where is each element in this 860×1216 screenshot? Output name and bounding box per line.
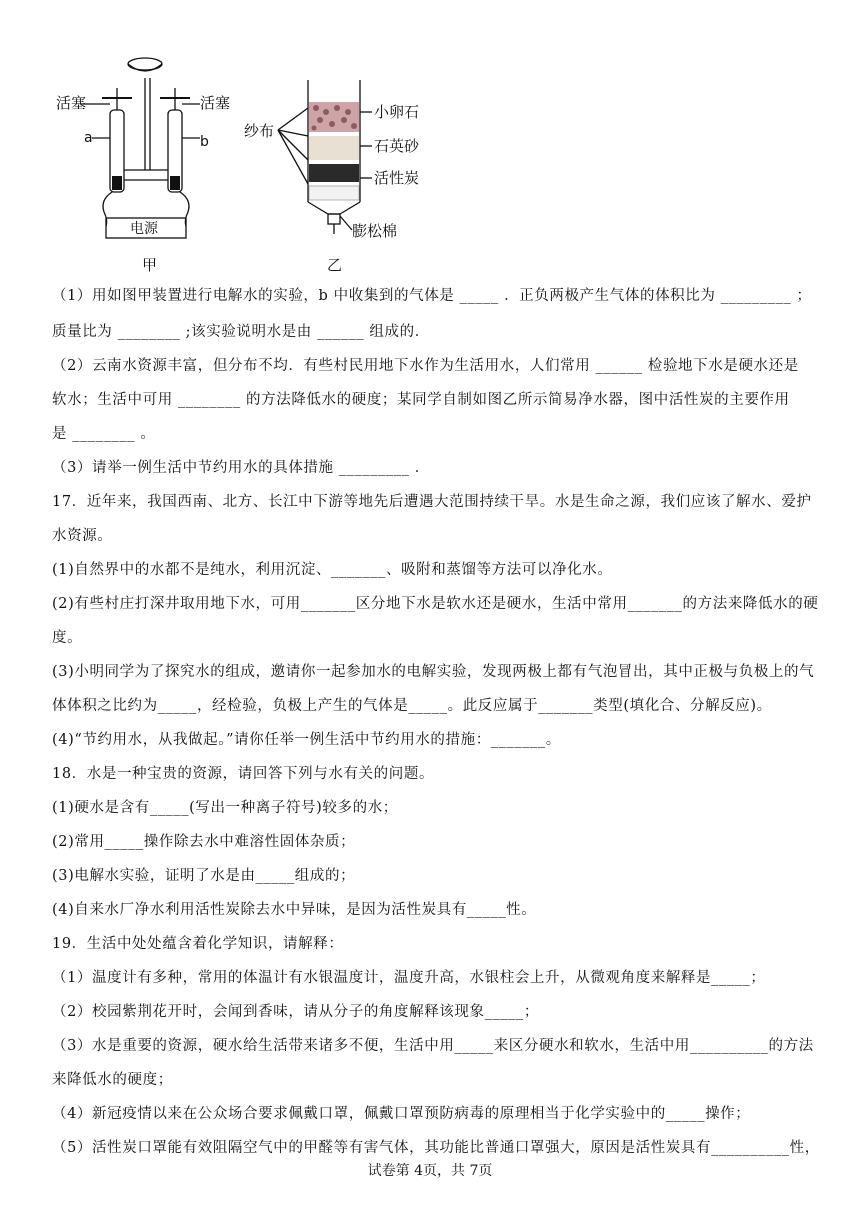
left-valve-label: 活塞 [56,94,87,112]
text-line: 水资源。 [52,528,113,544]
text-line: 是 ________ 。 [52,426,156,442]
right-valve-label: 活塞 [200,94,231,112]
text-line: (4)“节约用水，从我做起。”请你任举一例生活中节约用水的措施：_______。 [52,732,561,748]
text-line: 19．生活中处处蕴含着化学知识，请解释： [52,936,344,952]
tube-a-label: a [84,130,93,146]
text-line: （2）云南水资源丰富，但分布不均．有些村民用地下水作为生活用水，人们常用 ______ 检验地下水是硬水还是 [52,358,799,374]
quartz-sand-label: 石英砂 [374,137,420,155]
cotton-label: 膨松棉 [352,222,398,240]
text-line: (3)小明同学为了探究水的组成，邀请你一起参加水的电解实验，发现两极上都有气泡冒出，其中正极与负极上的气 [52,664,815,680]
text-line: (1)自然界中的水都不是纯水，利用沉淀、_______、吸附和蒸馏等方法可以净化水。 [52,562,613,578]
text-line: （1）温度计有多种，常用的体温计有水银温度计，温度升高，水银柱会上升，从微观角度来解释是_____； [52,970,766,986]
text-line: (1)硬水是含有_____(写出一种离子符号)较多的水； [52,800,398,816]
text-line: 度。 [52,630,83,646]
electrolysis-apparatus-figure [40,20,460,282]
figures-area [40,20,460,282]
text-line: 体体积之比约为_____，经检验，负极上产生的气体是_____。此反应属于_______类型(填化合、分解反应)。 [52,698,772,714]
figure-yi-caption: 乙 [327,256,343,274]
tube-b-label: b [200,134,209,150]
text-line: (4)自来水厂净水利用活性炭除去水中异味，是因为活性炭具有_____性。 [52,902,537,918]
text-line: (2)常用_____操作除去水中难溶性固体杂质； [52,834,356,850]
figure-jia-caption: 甲 [142,256,158,274]
text-line: (2)有些村庄打深井取用地下水，可用_______区分地下水是软水还是硬水，生活中常用_______的方法来降低水的硬 [52,596,819,612]
gauze-label: 纱布 [244,122,275,140]
text-line: （4）新冠疫情以来在公众场合要求佩戴口罩，佩戴口罩预防病毒的原理相当于化学实验中的_____操作； [52,1106,751,1122]
activated-carbon-label: 活性炭 [374,169,420,187]
text-line: （1）用如图甲装置进行电解水的实验，b 中收集到的气体是 _____ ．正负两极产生气体的体积比为 _________ ； [52,288,812,304]
text-line: （2）校园紫荆花开时，会闻到香味，请从分子的角度解释该现象_____； [52,1004,539,1020]
text-line: （3）请举一例生活中节约用水的具体措施 _________ ． [52,460,430,476]
pebbles-label: 小卵石 [374,103,420,121]
text-line: (3)电解水实验，证明了水是由_____组成的； [52,868,356,884]
text-line: 软水；生活中可用 ________ 的方法降低水的硬度；某同学自制如图乙所示简易净水器，图中活性炭的主要作用 [52,392,790,408]
text-line: 来降低水的硬度； [52,1072,173,1088]
text-line: （3）水是重要的资源，硬水给生活带来诸多不便，生活中用_____来区分硬水和软水，生活中用__________的方法 [52,1038,814,1054]
text-line: （5）活性炭口罩能有效阻隔空气中的甲醛等有害气体，其功能比普通口罩强大，原因是活性炭具有__________性， [52,1140,820,1156]
text-line: 17．近年来，我国西南、北方、长江中下游等地先后遭遇大范围持续干旱。水是生命之源，我们应该了解水、爱护 [52,494,812,510]
text-line: 质量比为 ________ ;该实验说明水是由 ______ 组成的． [52,324,430,340]
power-source-label: 电源 [130,221,158,237]
text-line: 18．水是一种宝贵的资源，请回答下列与水有关的问题。 [52,766,435,782]
page-footer: 试卷第 4页，共 7页 [367,1163,493,1179]
